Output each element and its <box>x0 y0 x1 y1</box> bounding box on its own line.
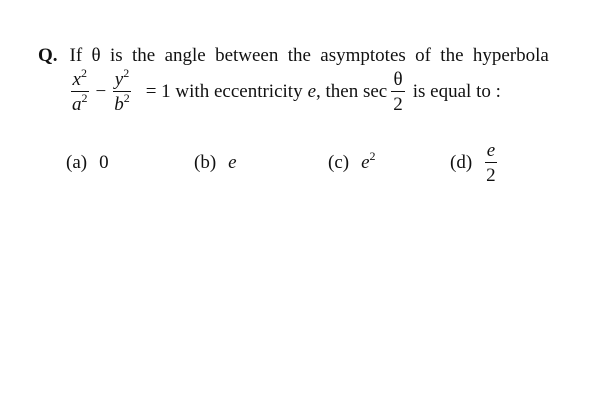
question-label: Q. <box>38 45 58 66</box>
option-d[interactable] <box>450 140 498 186</box>
fraction-numerator: e <box>486 140 496 161</box>
option-value <box>361 149 376 174</box>
then-sec-text: , then sec <box>316 81 388 102</box>
option-fraction <box>484 141 498 185</box>
option-label: (d) <box>450 152 473 173</box>
fraction-numerator <box>71 66 89 92</box>
question-text: If θ is the angle between the asymptotes of the hyperbola <box>69 45 549 66</box>
question-tail: is equal to : <box>412 81 501 102</box>
option-b[interactable] <box>194 140 237 186</box>
fraction-numerator: θ <box>393 69 403 90</box>
var-b: b <box>114 94 124 115</box>
answer-options <box>66 140 586 186</box>
var-a: a <box>72 94 82 115</box>
fraction-x2-a2 <box>70 66 90 115</box>
fraction-denominator <box>112 92 132 114</box>
minus-sign: − <box>95 81 107 102</box>
option-label: (b) <box>194 152 217 173</box>
exponent: 2 <box>80 66 87 80</box>
option-label: (a) <box>66 152 88 173</box>
fraction-denominator <box>70 92 90 114</box>
option-value: 0 <box>99 152 109 173</box>
fraction-y2-b2 <box>112 66 132 115</box>
option-value: e <box>228 152 237 173</box>
fraction-theta-over-2 <box>391 70 405 114</box>
var-y: y <box>114 69 124 90</box>
option-base: e <box>361 152 370 173</box>
equation-rhs-text: = 1 with eccentricity <box>145 81 303 102</box>
exponent: 2 <box>123 66 130 80</box>
option-c[interactable] <box>328 140 376 186</box>
question-line-1 <box>38 44 578 68</box>
question-line-2 <box>70 66 501 118</box>
eccentricity-symbol: e <box>307 81 317 102</box>
exponent: 2 <box>81 91 88 105</box>
fraction-denominator: 2 <box>486 165 496 186</box>
option-a[interactable] <box>66 140 109 186</box>
var-x: x <box>72 69 81 90</box>
exponent: 2 <box>123 91 130 105</box>
option-exponent: 2 <box>369 149 376 163</box>
option-label: (c) <box>328 152 350 173</box>
fraction-numerator <box>113 66 131 92</box>
fraction-denominator: 2 <box>393 94 403 115</box>
